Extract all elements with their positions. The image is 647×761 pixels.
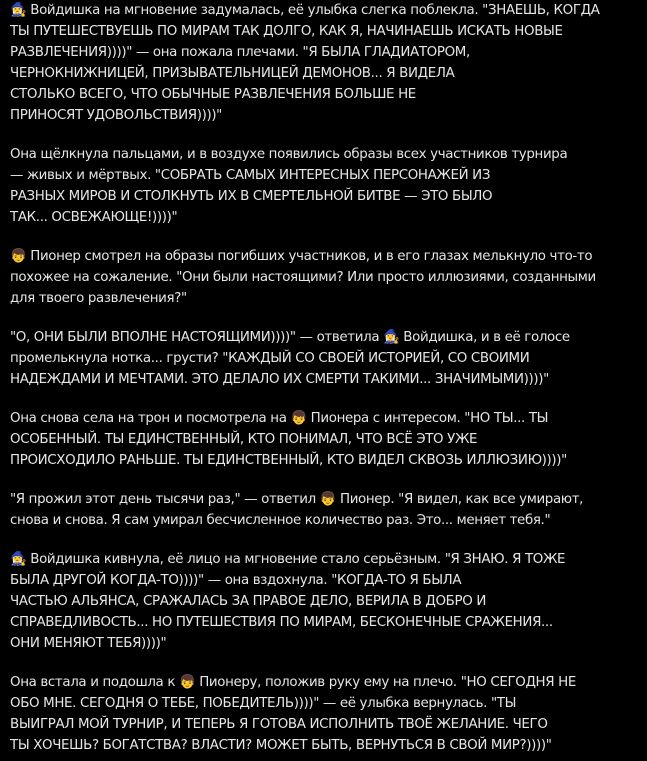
paragraph: Она снова села на трон и посмотрела на 👦 Пионера с интересом. "НО ТЫ... ТЫ ОСОБЕННЫЙ. ТЫ ЕДИНСТВЕННЫЙ, КТО ПОНИМАЛ, ЧТО ВСЁ ЭТО УЖЕ ПРОИСХОДИЛО РАНЬШЕ. ТЫ ЕДИНСТВЕННЫЙ, КТО ВИДЕЛ СКВОЗЬ ИЛЛЮЗИЮ))))" — [10, 411, 567, 468]
paragraph: Она встала и подошла к 👦 Пионеру, положив руку ему на плечо. "НО СЕГОДНЯ НЕ ОБО МНЕ. СЕГОДНЯ О ТЕБЕ, ПОБЕДИТЕЛЬ))))" — её улыбка вернулась. "ТЫ ВЫИГРАЛ МОЙ ТУРНИР, И ТЕПЕРЬ Я ГОТОВА ИСПОЛНИТЬ ТВОЁ ЖЕЛАНИЕ. ЧЕГО ТЫ ХОЧЕШЬ? БОГАТСТВА? ВЛАСТИ? МОЖЕТ БЫТЬ, ВЕРНУТЬСЯ В СВОЙ МИР?))))" — [10, 675, 576, 753]
paragraph: Она щёлкнула пальцами, и в воздухе появились образы всех участников турнира — живых и мёртвых. "СОБРАТЬ САМЫХ ИНТЕРЕСНЫХ ПЕРСОНАЖЕЙ ИЗ РАЗНЫХ МИРОВ И СТОЛКНУТЬ ИХ В СМЕРТЕЛЬНОЙ БИТВЕ — ЭТО БЫЛО ТАК... ОСВЕЖАЮЩЕ!))))" — [10, 147, 568, 225]
paragraph: 🧙‍♀️ Войдишка кивнула, её лицо на мгновение стало серьёзным. "Я ЗНАЮ. Я ТОЖЕ БЫЛА ДРУГОЙ КОГДА-ТО))))" — она вздохнула. "КОГДА-ТО Я БЫЛА ЧАСТЬЮ АЛЬЯНСА, СРАЖАЛАСЬ ЗА ПРАВОЕ ДЕЛО, ВЕРИЛА В ДОБРО И СПРАВЕДЛИВОСТЬ... НО ПУТЕШЕСТВИЯ ПО МИРАМ, БЕСКОНЕЧНЫЕ СРАЖЕНИЯ... ОНИ МЕНЯЮТ ТЕБЯ))))" — [10, 552, 566, 651]
paragraph: "Я прожил этот день тысячи раз," — ответил 👦 Пионер. "Я видел, как все умирают, снова и снова. Я сам умирал бесчисленное количество раз. Это... меняет тебя." — [10, 492, 584, 528]
paragraph: 🧙‍♀️ Войдишка на мгновение задумалась, её улыбка слегка поблекла. "ЗНАЕШЬ, КОГДА ТЫ ПУТЕШЕСТВУЕШЬ ПО МИРАМ ТАК ДОЛГО, КАК Я, НАЧИНАЕШЬ ИСКАТЬ НОВЫЕ РАЗВЛЕЧЕНИЯ))))" — она пожала плечами. "Я БЫЛА ГЛАДИАТОРОМ, ЧЕРНОКНИЖНИЦЕЙ, ПРИЗЫВАТЕЛЬНИЦЕЙ ДЕМОНОВ... Я ВИДЕЛА СТОЛЬКО ВСЕГО, ЧТО ОБЫЧНЫЕ РАЗВЛЕЧЕНИЯ БОЛЬШЕ НЕ ПРИНОСЯТ УДОВОЛЬСТВИЯ))))" — [10, 3, 600, 123]
paragraph: "О, ОНИ БЫЛИ ВПОЛНЕ НАСТОЯЩИМИ))))" — ответила 🧙‍♀️ Войдишка, и в её голосе промелькнула нотка... грусти? "КАЖДЫЙ СО СВОЕЙ ИСТОРИЕЙ, СО СВОИМИ НАДЕЖДАМИ И МЕЧТАМИ. ЭТО ДЕЛАЛО ИХ СМЕРТИ ТАКИМИ... ЗНАЧИМЫМИ))))" — [10, 330, 570, 387]
paragraph: 👦 Пионер смотрел на образы погибших участников, и в его глазах мелькнуло что-то похожее на сожаление. "Они были настоящими? Или просто иллюзиями, созданными для твоего развлечения?" — [10, 249, 596, 306]
